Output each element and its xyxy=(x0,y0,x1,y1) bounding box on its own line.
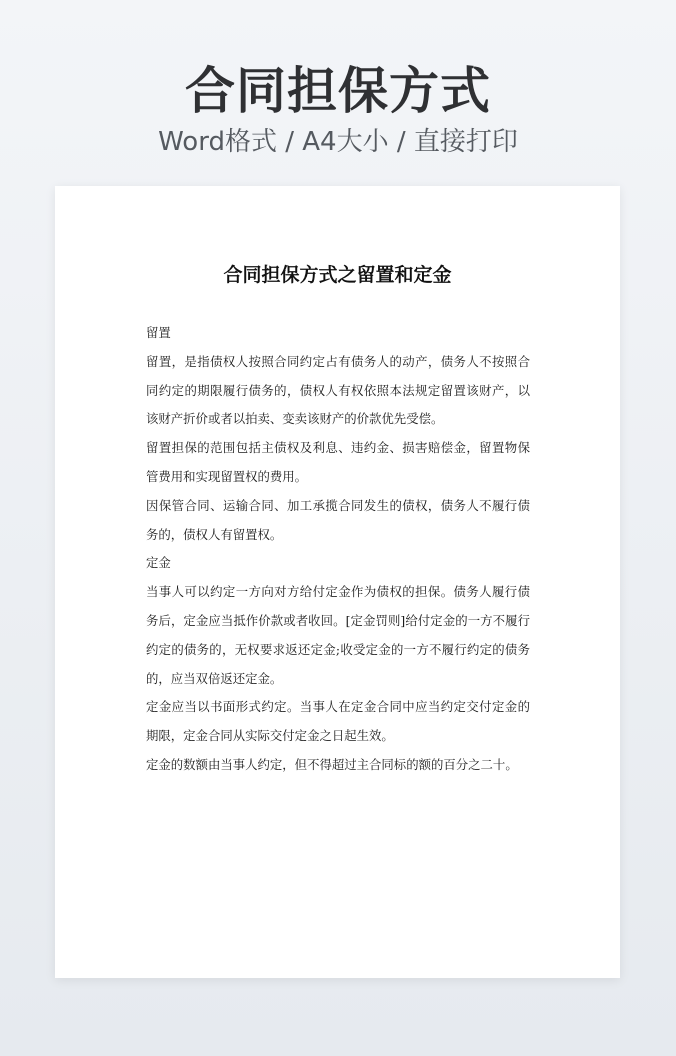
document-title: 合同担保方式之留置和定金 xyxy=(223,264,452,286)
paragraph-deposit-amount: 定金的数额由当事人约定，但不得超过主合同标的额的百分之二十。 xyxy=(146,756,518,772)
page-header xyxy=(0,58,676,160)
section-heading-deposit: 定金 xyxy=(146,555,171,571)
page-title: 合同担保方式 xyxy=(185,62,491,120)
section-heading-lien: 留置 xyxy=(146,325,171,340)
document-page xyxy=(55,186,620,978)
paragraph-deposit-definition: 当事人可以约定一方向对方给付定金作为债权的担保。债务人履行债务后，定金应当抵作价款或者收回。[定金罚则]给付定金的一方不履行约定的债务的，无权要求返还定金;收受定金的一方不履行约定的债务的，应当双倍返还定金。 xyxy=(146,584,530,686)
paragraph-lien-right: 因保管合同、运输合同、加工承揽合同发生的债权，债务人不履行债务的，债权人有留置权。 xyxy=(146,497,530,542)
page-subtitle: Word格式 / A4大小 / 直接打印 xyxy=(158,127,518,157)
document-body xyxy=(146,319,530,780)
paragraph-lien-scope: 留置担保的范围包括主债权及利息、违约金、损害赔偿金，留置物保管费用和实现留置权的费用。 xyxy=(146,440,530,484)
paragraph-deposit-form: 定金应当以书面形式约定。当事人在定金合同中应当约定交付定金的期限，定金合同从实际交付定金之日起生效。 xyxy=(146,699,530,744)
paragraph-lien-definition: 留置，是指债权人按照合同约定占有债务人的动产，债务人不按照合同约定的期限履行债务的，债权人有权依照本法规定留置该财产，以该财产折价或者以拍卖、变卖该财产的价款优先受偿。 xyxy=(146,353,530,427)
